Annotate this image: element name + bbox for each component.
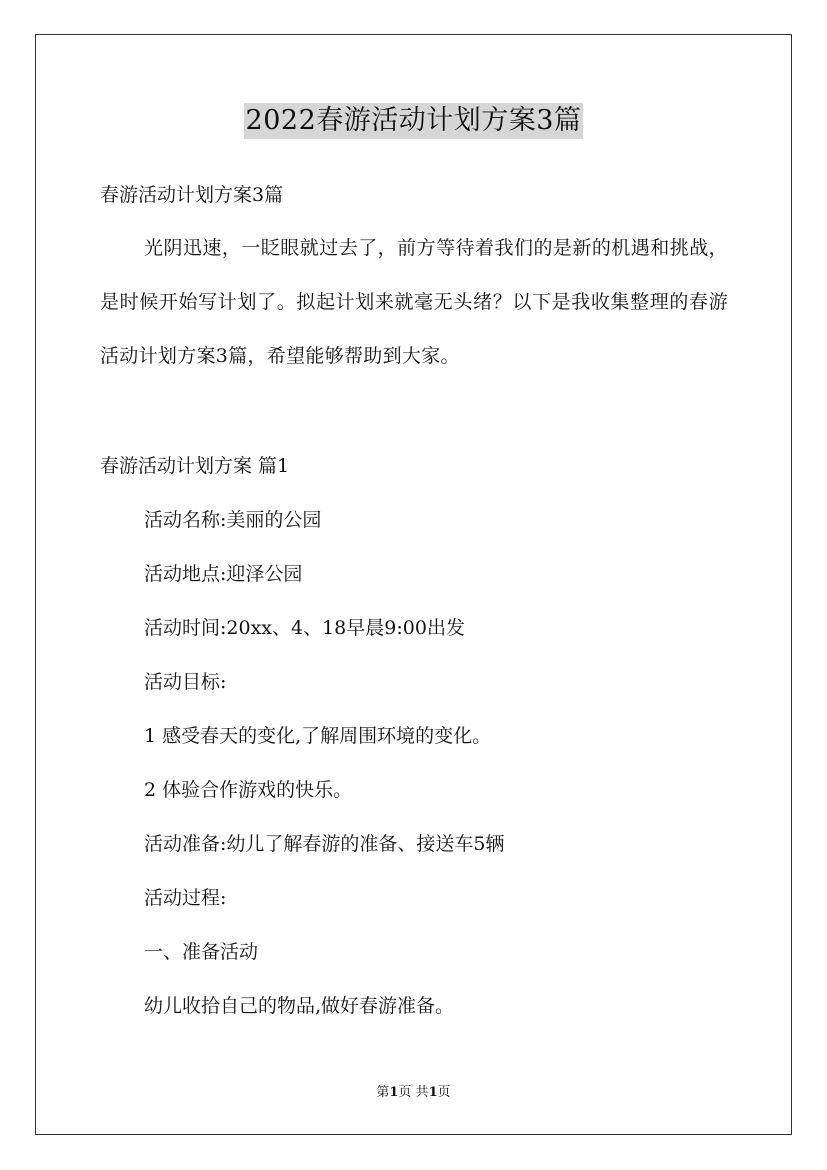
activity-goals-label: 活动目标: — [144, 671, 227, 693]
section-heading: 春游活动计划方案 篇1 — [100, 455, 290, 477]
process-step-text: 幼儿收拾自己的物品,做好春游准备。 — [144, 995, 455, 1017]
activity-preparation: 活动准备:幼儿了解春游的准备、接送车5辆 — [144, 833, 505, 855]
title-container — [0, 103, 827, 139]
document-subtitle: 春游活动计划方案3篇 — [100, 184, 284, 206]
footer-page-number: 1 — [389, 1085, 399, 1100]
process-step-heading: 一、准备活动 — [144, 941, 259, 963]
document-title: 2022春游活动计划方案3篇 — [244, 103, 584, 139]
footer-suffix: 页 — [437, 1085, 451, 1100]
activity-time: 活动时间:20xx、4、18早晨9:00出发 — [144, 617, 465, 639]
goal-item: 1 感受春天的变化,了解周围环境的变化。 — [144, 725, 492, 747]
goal-item: 2 体验合作游戏的快乐。 — [144, 779, 353, 801]
activity-name: 活动名称:美丽的公园 — [144, 509, 322, 531]
footer-prefix: 第 — [376, 1085, 390, 1100]
intro-paragraph: 光阴迅速，一眨眼就过去了，前方等待着我们的是新的机遇和挑战，是时候开始写计划了。拟起计划来就毫无头绪？以下是我收集整理的春游活动计划方案3篇，希望能够帮助到大家。 — [100, 237, 728, 367]
footer-page-total: 1 — [428, 1085, 438, 1100]
activity-process-label: 活动过程: — [144, 887, 227, 909]
activity-location: 活动地点:迎泽公园 — [144, 563, 303, 585]
page-footer — [0, 1084, 827, 1102]
footer-mid: 页 共 — [398, 1085, 429, 1100]
